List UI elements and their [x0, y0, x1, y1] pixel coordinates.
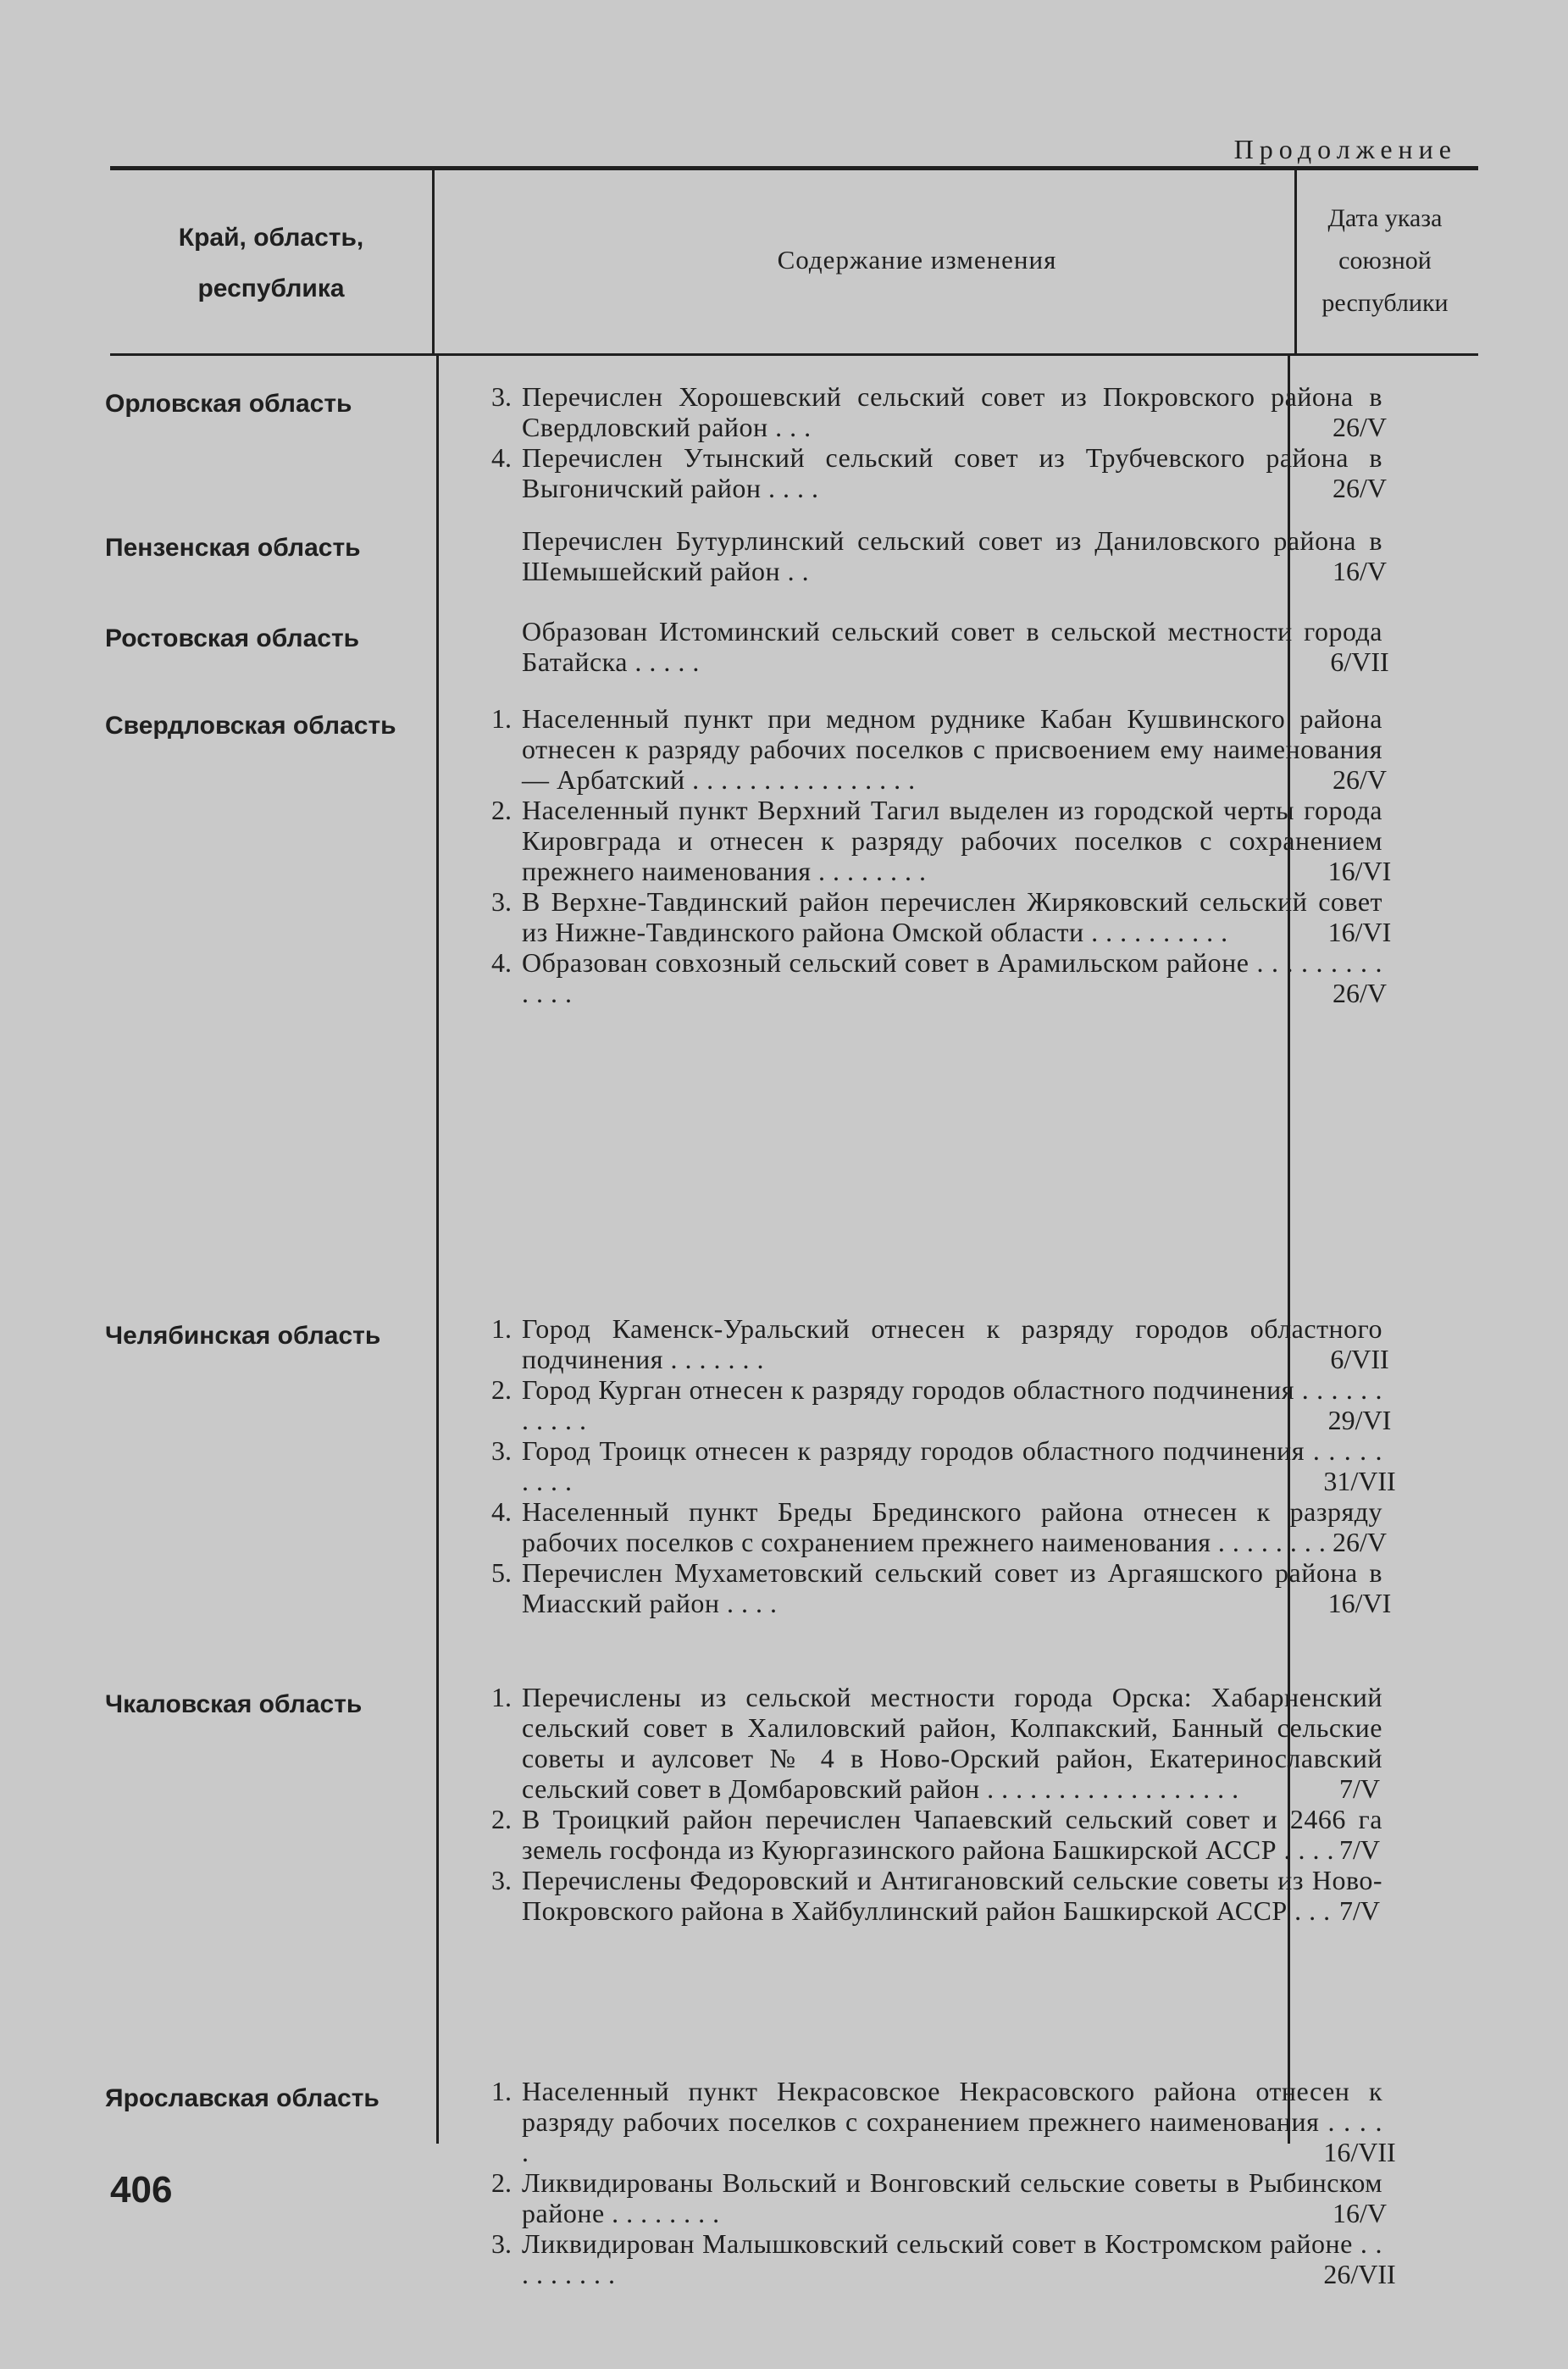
- change-item: [110, 1804, 1478, 1865]
- change-item: [110, 2076, 1478, 2167]
- item-date: 29/VI: [1327, 1405, 1392, 1435]
- item-number: 1.: [491, 703, 512, 734]
- change-item: [110, 947, 1478, 1008]
- item-date: 16/VII: [1323, 2137, 1396, 2167]
- region-name: Чкаловская область: [105, 1690, 363, 1718]
- header-content: Содержание изменения: [777, 245, 1057, 275]
- item-date: 26/V: [1333, 978, 1387, 1008]
- table-header: [110, 170, 1478, 353]
- change-item: [110, 1682, 1478, 1804]
- item-number: 2.: [491, 795, 512, 825]
- region-name: Ростовская область: [105, 624, 360, 652]
- change-item: [110, 525, 1478, 586]
- item-number: 5.: [491, 1557, 512, 1588]
- item-text: Образован совхозный сельский совет в Арамильском районе . . . . . . . . . . . . .: [522, 947, 1382, 1008]
- region-group: [105, 703, 1478, 1008]
- item-number: 3.: [491, 2228, 512, 2259]
- item-date: 16/VI: [1327, 917, 1392, 947]
- item-date: 31/VII: [1323, 1466, 1396, 1496]
- item-date: 26/V: [1333, 412, 1387, 442]
- header-bottom-rule: [110, 353, 1478, 356]
- item-text: Город Троицк отнесен к разряду городов областного подчинения . . . . . . . . .: [522, 1435, 1382, 1496]
- item-text: Перечислен Мухаметовский сельский совет из Аргаяшского района в Миасский район . . . .: [522, 1557, 1382, 1618]
- item-date: 7/V: [1339, 1834, 1380, 1865]
- item-number: 4.: [491, 442, 512, 473]
- item-date: 26/V: [1333, 473, 1387, 503]
- item-text: Населенный пункт Бреды Брединского района отнесен к разряду рабочих поселков с сохранением прежнего наименования . . . . . . . .: [522, 1496, 1382, 1557]
- item-text: Перечислен Бутурлинский сельский совет из Даниловского района в Шемышейский район . .: [522, 525, 1382, 586]
- item-date: 26/VII: [1323, 2259, 1396, 2289]
- item-number: 4.: [491, 1496, 512, 1527]
- region-name: Челябинская область: [105, 1322, 381, 1350]
- item-number: 1.: [491, 1682, 512, 1712]
- change-item: [110, 1435, 1478, 1496]
- item-date: 7/V: [1339, 1773, 1380, 1804]
- item-number: 2.: [491, 1374, 512, 1405]
- page-number: 406: [110, 2169, 173, 2211]
- item-number: 1.: [491, 2076, 512, 2106]
- item-date: 6/VII: [1330, 646, 1389, 677]
- region-name: Пензенская область: [105, 534, 361, 562]
- item-date: 16/VI: [1327, 856, 1392, 886]
- item-text: Город Каменск-Уральский отнесен к разряду городов областного подчинения . . . . . . .: [522, 1313, 1382, 1374]
- region-group: [105, 1313, 1478, 1618]
- item-date: 26/V: [1333, 764, 1387, 795]
- item-text: Образован Истоминский сельский совет в сельской местности города Батайска . . . . .: [522, 616, 1382, 677]
- item-date: 16/V: [1333, 2198, 1387, 2228]
- change-item: [110, 2228, 1478, 2289]
- change-item: [110, 442, 1478, 503]
- item-text: Ликвидированы Вольский и Вонговский сельские советы в Рыбинском районе . . . . . . . .: [522, 2167, 1382, 2228]
- change-item: [110, 381, 1478, 442]
- item-text: В Троицкий район перечислен Чапаевский сельский совет и 2466 га земель госфонда из Куюргазинского района Башкирской АССР . . . .: [522, 1804, 1382, 1865]
- header-date: Дата указа союзной республики: [1321, 204, 1449, 317]
- change-item: [110, 616, 1478, 677]
- header-divider-left: [432, 170, 435, 353]
- item-date: 16/V: [1333, 556, 1387, 586]
- change-item: [110, 1313, 1478, 1374]
- item-text: Населенный пункт Некрасовское Некрасовского района отнесен к разряду рабочих поселков с сохранением прежнего наименования . . . . .: [522, 2076, 1382, 2167]
- change-item: [110, 1496, 1478, 1557]
- item-number: 2.: [491, 1804, 512, 1834]
- change-item: [110, 886, 1478, 947]
- item-date: 6/VII: [1330, 1344, 1389, 1374]
- region-group: [105, 1682, 1478, 1926]
- region-group: [105, 525, 1478, 586]
- item-text: Населенный пункт при медном руднике Кабан Кушвинского района отнесен к разряду рабочих поселков с присвоением ему наименования — Арбатский . . . . . . . . . . . . . . . .: [522, 703, 1382, 795]
- item-text: Перечислен Утынский сельский совет из Трубчевского района в Выгоничский район . . . .: [522, 442, 1382, 503]
- continued-label: Продолжение: [1233, 134, 1457, 164]
- region-group: [105, 381, 1478, 503]
- item-text: Перечислен Хорошевский сельский совет из Покровского района в Свердловский район . . .: [522, 381, 1382, 442]
- change-item: [110, 1557, 1478, 1618]
- header-region: Край, область, республика: [178, 224, 364, 302]
- change-item: [110, 2167, 1478, 2228]
- item-text: В Верхне-Тавдинский район перечислен Жиряковский сельский совет из Нижне-Тавдинского района Омской области . . . . . . . . . .: [522, 886, 1382, 947]
- region-group: [105, 2076, 1478, 2289]
- item-number: 2.: [491, 2167, 512, 2198]
- change-item: [110, 1374, 1478, 1435]
- item-number: 1.: [491, 1313, 512, 1344]
- region-name: Ярославская область: [105, 2084, 380, 2112]
- item-number: 3.: [491, 381, 512, 412]
- region-name: Орловская область: [105, 390, 352, 418]
- item-text: Перечислены Федоровский и Антигановский сельские советы из Ново-Покровского района в Хайбуллинский район Башкирской АССР . . .: [522, 1865, 1382, 1926]
- item-date: 26/V: [1333, 1527, 1387, 1557]
- region-name: Свердловская область: [105, 712, 396, 740]
- change-item: [110, 1865, 1478, 1926]
- item-number: 3.: [491, 1435, 512, 1466]
- item-date: 7/V: [1339, 1895, 1380, 1926]
- item-text: Населенный пункт Верхний Тагил выделен из городской черты города Кировграда и отнесен к разряду рабочих поселков с сохранением прежнего наименования . . . . . . . .: [522, 795, 1382, 886]
- region-group: [105, 616, 1478, 677]
- item-number: 3.: [491, 886, 512, 917]
- item-text: Город Курган отнесен к разряду городов областного подчинения . . . . . . . . . . .: [522, 1374, 1382, 1435]
- item-number: 3.: [491, 1865, 512, 1895]
- item-text: Перечислены из сельской местности города Орска: Хабарненский сельский совет в Халиловский район, Колпакский, Банный сельские советы и аулсовет № 4 в Ново-Орский район, Екатеринославский сельский совет в Домбаровский район . . . . . . . . . . . . . . . . . .: [522, 1682, 1382, 1804]
- item-text: Ликвидирован Малышковский сельский совет в Костромском районе . . . . . . . . .: [522, 2228, 1382, 2289]
- change-item: [110, 703, 1478, 795]
- change-item: [110, 795, 1478, 886]
- item-date: 16/VI: [1327, 1588, 1392, 1618]
- item-number: 4.: [491, 947, 512, 978]
